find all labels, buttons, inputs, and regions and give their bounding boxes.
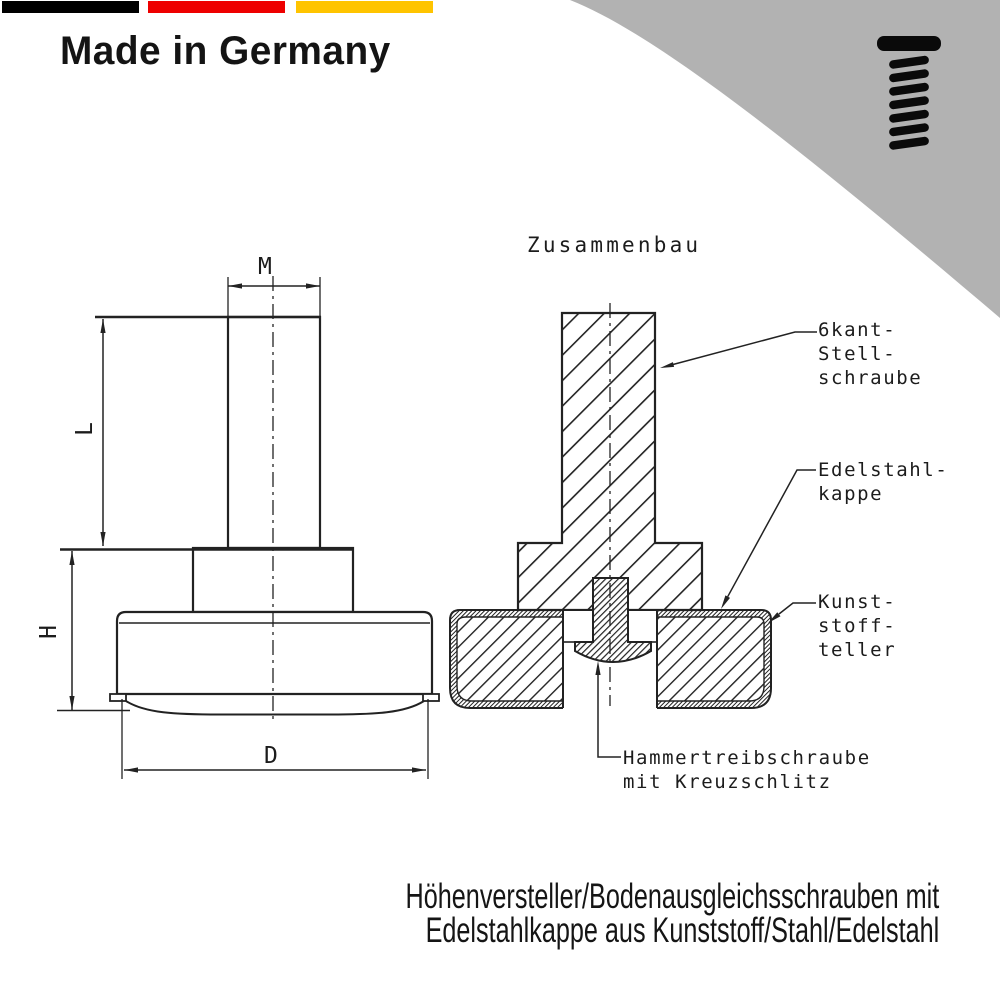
left-shaft [228,317,320,548]
product-caption-line2: Edelstahlkappe aus Kunststoff/Stahl/Edelstahl [425,911,939,950]
callout-plate-line1: Kunst- [818,591,897,613]
dimension-label-d: D [264,743,278,769]
callout-hammer-screw-line2: mit Kreuzschlitz [623,771,832,793]
callout-hammer-screw [623,746,871,794]
drawing-title: Zusammenbau [527,233,702,257]
product-caption [405,877,939,950]
right-view-section-drawing [450,303,771,712]
dimension-label-l: L [71,422,98,436]
callout-hex-screw-line3: schraube [818,367,923,389]
left-view-outline-drawing [60,276,439,723]
callout-cap [818,458,948,506]
dimension-label-m: M [258,254,272,280]
made-in-germany-label: Made in Germany [60,29,391,73]
callout-hex-screw [818,318,922,390]
callout-hammer-screw-line1: Hammertreibschraube [623,747,871,769]
callout-cap-line2: kappe [818,483,884,505]
callout-plate-line2: stoff- [818,615,897,637]
product-caption-line1: Höhenversteller/Bodenausgleichsschrauben mit [405,877,939,916]
dimension-label-h: H [35,625,62,639]
callout-cap-line1: Edelstahl- [818,459,949,481]
callout-plate-line3: teller [818,639,897,661]
callout-hex-screw-line1: 6kant- [818,319,897,341]
left-plate [117,612,432,694]
callout-plate [818,590,896,662]
callout-hex-screw-line2: Stell- [818,343,897,365]
